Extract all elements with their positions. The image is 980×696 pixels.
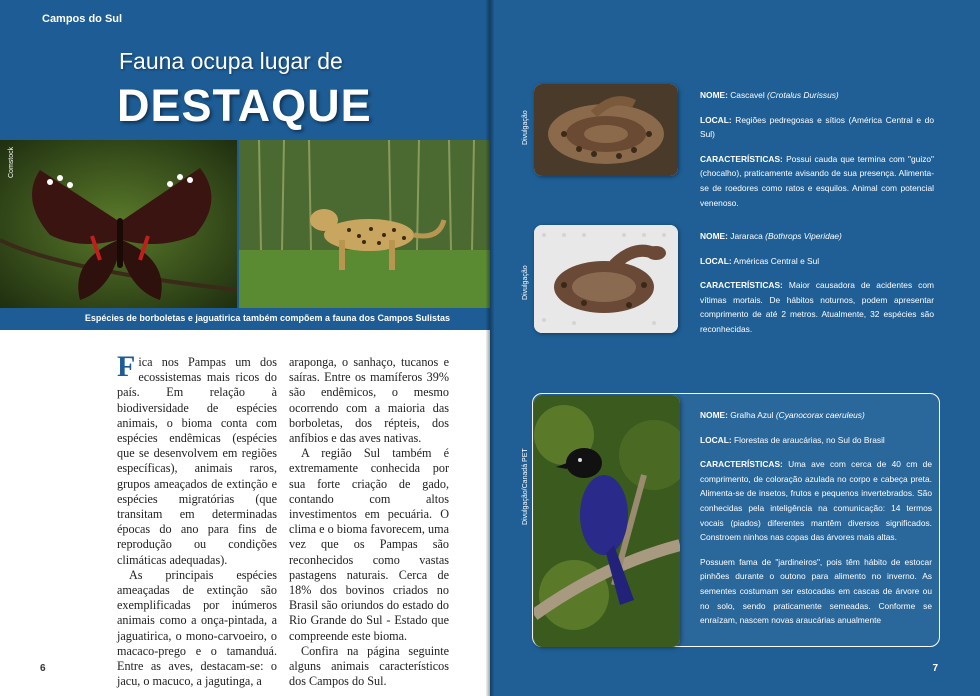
animal-local: Regiões pedregosas e sítios (América Central e do Sul) [700,114,935,140]
animal-traits: Possui cauda que termina com "guizo" (chocalho), praticamente avisando de sua presença. Alimenta-se de roedores como ratos e esquilos. Animal com potencial venenoso. [700,153,935,208]
ocelot-photo [239,140,490,308]
animal-extra: Possuem fama de "jardineiros", pois têm hábito de estocar pinhões durante o outono para alimento no inverno. As sementes costumam ser estocadas em cascas de árvore ou no solo, sendo praticamente semeadas. Conforme se enraízam, nascem novas araucárias anualmente [700,556,932,626]
animal-info-2 [700,229,934,347]
local-label: LOCAL: [700,434,732,445]
photo-credit: Comstock [8,146,15,178]
animal-traits: Maior causadora de acidentes com vítimas mortais. De hábitos noturnos, podem apresentar comprimento de até 2 metros. Atualmente, 32 espécies são reconhecidas. [700,280,934,334]
name-label: NOME: [700,90,728,100]
name-label: NOME: [700,231,728,241]
body-paragraph: A região Sul também é extremamente conhecida por sua forte criação de gado, contando com altos investimentos em pecuária. O clima e o bioma favorecem, uma vez que os Pampas são reconhecidos como vastas pastagens naturais. Cerca de 18% dos bovinos criados no Brasil são oriundos do estado do Rio Grande do Sul - Estado que compreende este bioma. [289,446,449,643]
scientific-name: (Crotalus Durissus) [767,90,839,100]
page-gutter [486,0,494,696]
headline-subtitle: Fauna ocupa lugar de [119,48,343,74]
text-column-2 [289,355,449,689]
scientific-name: (Cyanocorax caeruleus) [775,410,865,420]
page-number: 6 [40,663,46,674]
animal-photo-credit: Divulgação [522,265,529,300]
traits-label: CARACTERÍSTICAS: [700,280,783,291]
page-number: 7 [932,663,938,674]
animal-name: Gralha Azul [730,410,774,420]
body-paragraph: As principais espécies ameaçadas de extinção são exemplificadas por inúmeros animais como a onça-pintada, a jaguatirica, o mono-carvoeiro, o macaco-prego e o tamanduá. Entre as aves, destacam-se: o jacu, o macuco, a jagutinga, a [117,567,277,689]
right-page [490,0,980,696]
drop-cap: F [117,350,136,383]
animal-local: Américas Central e Sul [733,255,820,266]
butterfly-photo [0,140,237,308]
body-paragraph: Confira na página seguinte alguns animais característicos dos Campos do Sul. [289,643,449,689]
animal-traits: Uma ave com cerca de 40 cm de comprimento, de coloração azulada no corpo e cabeça preta. Alimenta-se de insetos, frutos e pequenos invertebrados. São conhecidas pela inteligência na comunicação: 14 termos vocais (piados) diferentes mantêm diversos significados. Constroem ninhos nas copas das árvores mais altas. [700,459,933,543]
name-label: NOME: [700,410,728,420]
headline-title: DESTAQUE [117,80,372,131]
text-column-1 [117,350,277,689]
body-paragraph: araponga, o sanhaço, tucanos e saíras. Entre os mamíferos 39% são endêmicos, o mesmo ocorrendo com a maioria das borboletas, dos répteis, dos anfíbios e das aves nativas. [289,355,449,446]
traits-label: CARACTERÍSTICAS: [700,459,783,470]
caption-bar [0,308,490,330]
animal-photo-credit: Divulgação [522,110,529,145]
blue-jay-photo [534,395,680,647]
paragraph-text: ica nos Pampas um dos ecossistemas mais ricos do país. Em relação à biodiversidade de espécies animais, o bioma conta com espécies endêmicas (espécies que se desenvolvem em regiões específicas), animais raros, grupos ameaçados de extinção e espécies migratórias (que transitam em determinadas épocas do ano para fins de reprodução ou condições climáticas adequadas). [117,355,277,567]
scientific-name: (Bothrops Viperidae) [765,231,842,241]
local-label: LOCAL: [700,114,732,125]
photo-strip [0,140,490,308]
local-label: LOCAL: [700,255,732,266]
page-header [0,0,490,140]
animal-name: Jararaca [730,231,763,241]
photo-caption: Espécies de borboletas e jaguatirica também compõem a fauna dos Campos Sulistas [84,313,450,323]
animal-info-3 [700,408,932,638]
section-title: Campos do Sul [42,13,123,25]
animal-info-1 [700,88,934,220]
jararaca-photo [534,225,678,333]
rattlesnake-photo [534,84,678,176]
body-paragraph [117,350,277,568]
animal-name: Cascavel [730,90,765,100]
traits-label: CARACTERÍSTICAS: [700,153,783,164]
animal-local: Florestas de araucárias, no Sul do Brasil [733,434,885,445]
animal-photo-credit: Divulgação/Canadá PET [522,448,529,525]
